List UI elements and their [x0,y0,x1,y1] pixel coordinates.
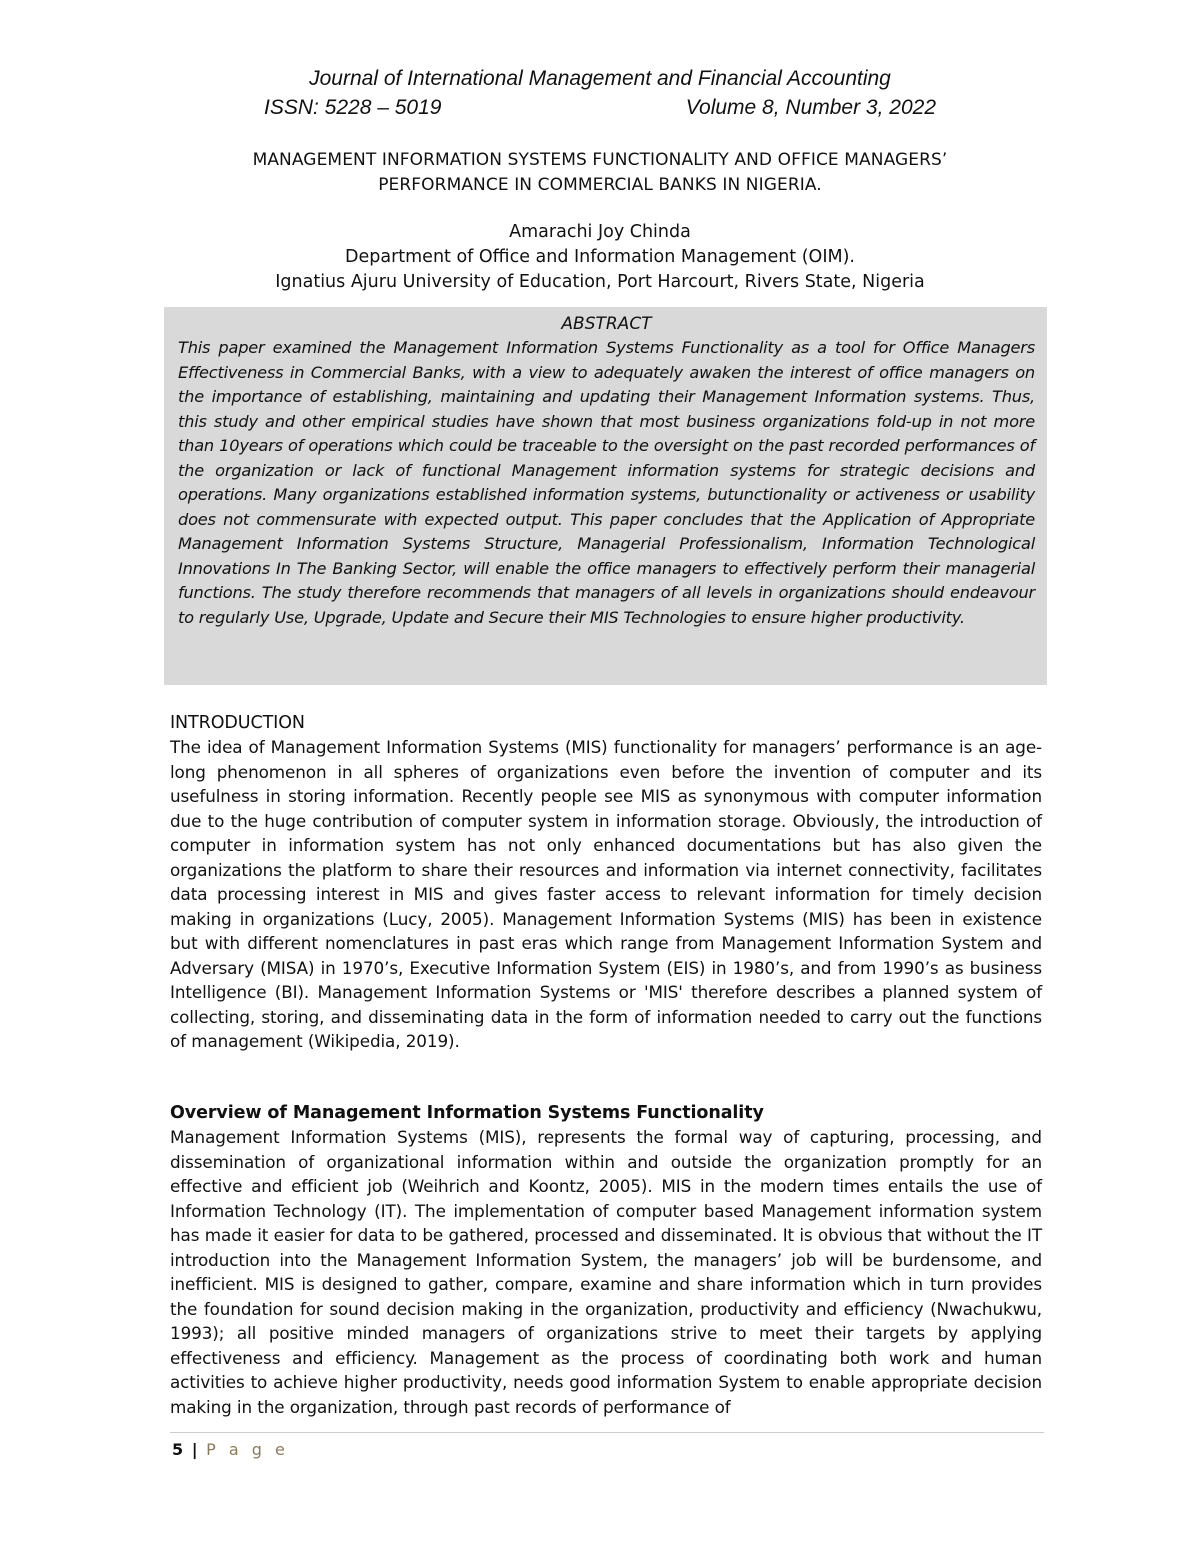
page-label: P a g e [206,1440,289,1459]
journal-volume: Volume 8, Number 3, 2022 [685,96,936,119]
paper-title [120,148,1080,198]
author-name: Amarachi Joy Chinda [509,222,691,242]
introduction-section [170,711,1042,1054]
paper-title-line-2: PERFORMANCE IN COMMERCIAL BANKS IN NIGERIA. [378,175,822,195]
overview-heading: Overview of Management Information Systems Functionality [170,1103,764,1123]
overview-section [170,1101,1042,1419]
journal-name: Journal of International Management and Financial Accounting [309,67,891,90]
journal-issn: ISSN: 5228 – 5019 [264,96,442,119]
author-institution: Ignatius Ajuru University of Education, Port Harcourt, Rivers State, Nigeria [275,272,925,292]
abstract-box [164,307,1047,685]
introduction-paragraph: The idea of Management Information Systems (MIS) functionality for managers’ performance is an age-long phenomenon in all spheres of organizations even before the invention of computer and its usefulness in storing information. Recently people see MIS as synonymous with computer information due to the huge contribution of computer system in information storage. Obviously, the introduction of computer in information system has not only enhanced documentations but has also given the organizations the platform to share their resources and information via internet connectivity, facilitates data processing interest in MIS and gives faster access to relevant information for timely decision making in organizations (Lucy, 2005). Management Information Systems (MIS) has been in existence but with different nomenclatures in past eras which range from Management Information System and Adversary (MISA) in 1970’s, Executive Information System (EIS) in 1980’s, and from 1990’s as business Intelligence (BI). Management Information Systems or 'MIS' therefore describes a planned system of collecting, storing, and disseminating data in the form of information needed to carry out the functions of management (Wikipedia, 2019). [170,737,1042,1051]
author-department: Department of Office and Information Management (OIM). [345,247,855,267]
introduction-heading: INTRODUCTION [170,713,305,733]
overview-paragraph: Management Information Systems (MIS), represents the formal way of capturing, processing, and dissemination of organizational information within and outside the organization promptly for an effective and efficient job (Weihrich and Koontz, 2005). MIS in the modern times entails the use of Information Technology (IT). The implementation of computer based Management information system has made it easier for data to be gathered, processed and disseminated. It is obvious that without the IT introduction into the Management Information System, the managers’ job will be burdensome, and inefficient. MIS is designed to gather, compare, examine and share information which in turn provides the foundation for sound decision making in the organization, productivity and efficiency (Nwachukwu, 1993); all positive minded managers of organizations strive to meet their targets by applying effectiveness and efficiency. Management as the process of coordinating both work and human activities to achieve higher productivity, needs good information System to enable appropriate decision making in the organization, through past records of performance of [170,1127,1042,1417]
journal-issn-row [264,93,936,122]
journal-header [0,64,1200,122]
abstract-heading: ABSTRACT [561,314,652,334]
author-block [120,220,1080,295]
footer-separator: | [191,1440,198,1459]
page-number: 5 [172,1440,184,1459]
footer-divider [170,1432,1044,1433]
abstract-text: This paper examined the Management Information Systems Functionality as a tool for Office Managers Effectiveness in Commercial Banks, with a view to adequately awaken the interest of office managers on the importance of establishing, maintaining and updating their Management Information systems. Thus, this study and other empirical studies have shown that most business organizations fold-up in not more than 10years of operations which could be traceable to the oversight on the past recorded performances of the organization or lack of functional Management information systems for strategic decisions and operations. Many organizations established information systems, butunctionality or activeness or usability does not commensurate with expected output. This paper concludes that the Application of Appropriate Management Information Systems Structure, Managerial Professionalism, Information Technological Innovations In The Banking Sector, will enable the office managers to effectively perform their managerial functions. The study therefore recommends that managers of all levels in organizations should endeavour to regularly Use, Upgrade, Update and Secure their MIS Technologies to ensure higher productivity. [178,338,1035,627]
page-footer [172,1438,289,1462]
paper-title-line-1: MANAGEMENT INFORMATION SYSTEMS FUNCTIONALITY AND OFFICE MANAGERS’ [252,150,948,170]
